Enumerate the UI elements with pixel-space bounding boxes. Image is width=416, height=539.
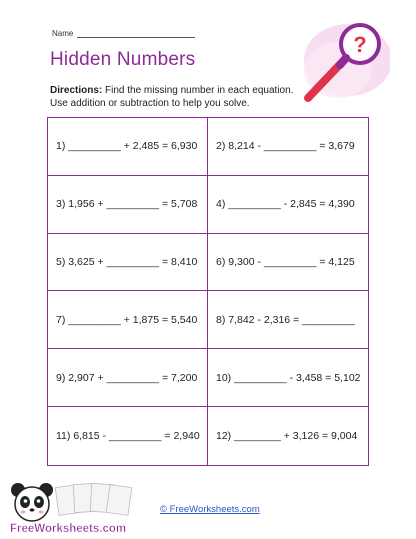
name-line — [77, 29, 195, 38]
problem-5: 5) 3,625 + _________ = 8,410 — [48, 234, 208, 292]
problem-11: 11) 6,815 - _________ = 2,940 — [48, 407, 208, 465]
page-title: Hidden Numbers — [50, 49, 196, 70]
problem-3: 3) 1,956 + _________ = 5,708 — [48, 176, 208, 234]
problem-grid — [47, 117, 369, 466]
problem-7: 7) _________ + 1,875 = 5,540 — [48, 291, 208, 349]
problem-4: 4) _________ - 2,845 = 4,390 — [208, 176, 368, 234]
name-label: Name — [52, 29, 74, 38]
problem-10: 10) _________ - 3,458 = 5,102 — [208, 349, 368, 407]
problem-2: 2) 8,214 - _________ = 3,679 — [208, 118, 368, 176]
directions — [50, 84, 310, 110]
freeworksheets-logo — [2, 480, 152, 538]
problem-1: 1) _________ + 2,485 = 6,930 — [48, 118, 208, 176]
logo-text: FreeWorksheets.com — [10, 523, 127, 535]
directions-label: Directions: — [50, 85, 103, 96]
problem-12: 12) ________ + 3,126 = 9,004 — [216, 430, 358, 443]
magnifying-glass-icon — [290, 18, 390, 113]
name-row — [52, 29, 195, 38]
svg-text:?: ? — [353, 32, 367, 57]
problem-6: 6) 9,300 - _________ = 4,125 — [208, 234, 368, 292]
problem-9: 9) 2,907 + _________ = 7,200 — [48, 349, 208, 407]
problem-8: 8) 7,842 - 2,316 = _________ — [208, 291, 368, 349]
directions-text: Find the missing number in each equation. Use addition or subtraction to help you solve. — [50, 85, 294, 109]
footer-link[interactable]: © FreeWorksheets.com — [160, 504, 260, 515]
